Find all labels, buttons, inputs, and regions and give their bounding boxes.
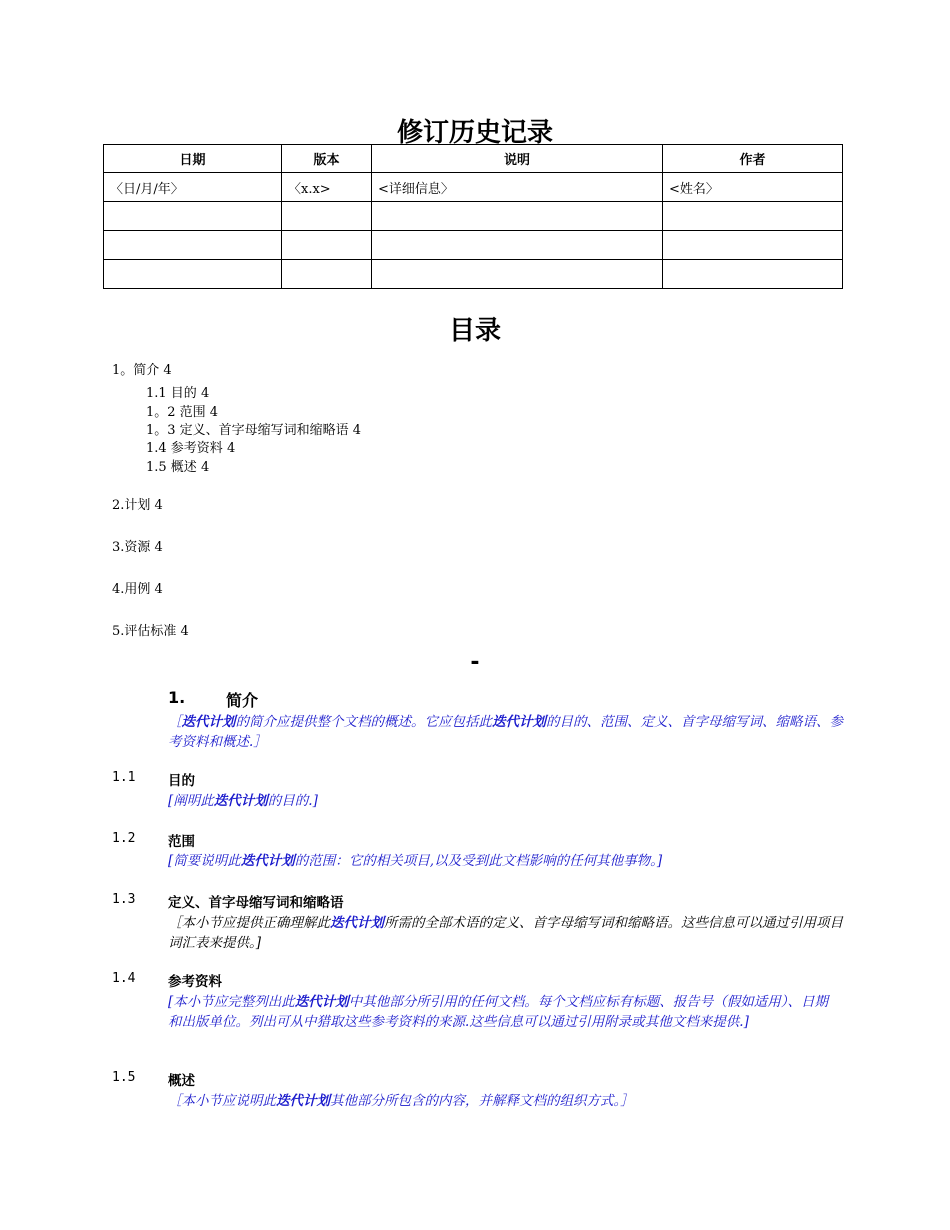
- toc-entry-intro[interactable]: 1。简介 4: [112, 363, 172, 378]
- table-row: [104, 173, 843, 202]
- section-title: 简介: [226, 691, 259, 710]
- toc-entry-plan[interactable]: 2.计划 4: [112, 498, 163, 513]
- cell-author: <姓名〉: [663, 173, 843, 202]
- cell-version: [282, 202, 372, 231]
- table-header-row: [104, 145, 843, 173]
- subsection-title: 目的: [168, 773, 195, 789]
- cell-date: 〈日/月/年〉: [104, 173, 282, 202]
- toc-entry-use-cases[interactable]: 4.用例 4: [112, 582, 163, 597]
- cell-date: [104, 260, 282, 289]
- subsection-description: ［本小节应提供正确理解此迭代计划所需的全部术语的定义、首字母缩写词和缩略语。这些信息可以通过引用项目词汇表来提供。]: [168, 915, 843, 951]
- table-row: [104, 260, 843, 289]
- subsection-description: ［本小节应说明此迭代计划其他部分所包含的内容，并解释文档的组织方式。］: [168, 1093, 634, 1109]
- section-description: ［迭代计划的简介应提供整个文档的概述。它应包括此迭代计划的目的、范围、定义、首字母缩写词、缩略语、参考资料和概述.］: [168, 714, 843, 750]
- toc-entry-purpose[interactable]: 1.1 目的 4: [146, 386, 210, 401]
- cell-version: 〈x.x>: [282, 173, 372, 202]
- toc-entry-overview[interactable]: 1.5 概述 4: [146, 460, 210, 475]
- cell-description: [372, 260, 663, 289]
- cell-date: [104, 231, 282, 260]
- cell-author: [663, 202, 843, 231]
- subsection-number: 1.4: [112, 971, 136, 986]
- toc-entry-resources[interactable]: 3.资源 4: [112, 540, 163, 555]
- revision-history-table: [103, 144, 843, 289]
- header-description: 说明: [372, 145, 663, 173]
- cell-author: [663, 231, 843, 260]
- subsection-title: 参考资料: [168, 974, 222, 990]
- cell-date: [104, 202, 282, 231]
- subsection-number: 1.5: [112, 1070, 136, 1085]
- cell-author: [663, 260, 843, 289]
- toc-entry-references[interactable]: 1.4 参考资料 4: [146, 441, 236, 456]
- table-row: [104, 202, 843, 231]
- cell-description: <详细信息〉: [372, 173, 663, 202]
- cell-description: [372, 231, 663, 260]
- header-author: 作者: [663, 145, 843, 173]
- page-separator: -: [470, 650, 480, 675]
- header-date: 日期: [104, 145, 282, 173]
- subsection-number: 1.1: [112, 770, 136, 785]
- toc-entry-evaluation[interactable]: 5.评估标准 4: [112, 624, 189, 639]
- subsection-title: 范围: [168, 834, 195, 850]
- subsection-title: 定义、首字母缩写词和缩略语: [168, 895, 344, 911]
- section-number: 1.: [168, 688, 186, 707]
- subsection-description: [简要说明此迭代计划的范围：它的相关项目,以及受到此文档影响的任何其他事物。]: [168, 853, 663, 869]
- subsection-number: 1.2: [112, 831, 136, 846]
- header-version: 版本: [282, 145, 372, 173]
- cell-description: [372, 202, 663, 231]
- toc-entry-scope[interactable]: 1。2 范围 4: [146, 405, 219, 420]
- subsection-description: [阐明此迭代计划的目的.]: [168, 793, 318, 809]
- subsection-title: 概述: [168, 1073, 195, 1089]
- subsection-number: 1.3: [112, 892, 136, 907]
- toc-entry-definitions[interactable]: 1。3 定义、首字母缩写词和缩略语 4: [146, 423, 362, 438]
- cell-version: [282, 231, 372, 260]
- cell-version: [282, 260, 372, 289]
- table-row: [104, 231, 843, 260]
- toc-title: 目录: [448, 316, 501, 346]
- revision-history-title: 修订历史记录: [396, 118, 553, 148]
- subsection-description: [本小节应完整列出此迭代计划中其他部分所引用的任何文档。每个文档应标有标题、报告号（假如适用）、日期和出版单位。列出可从中猎取这些参考资料的来源.这些信息可以通过引用附录或其他文档来提供.]: [168, 994, 829, 1030]
